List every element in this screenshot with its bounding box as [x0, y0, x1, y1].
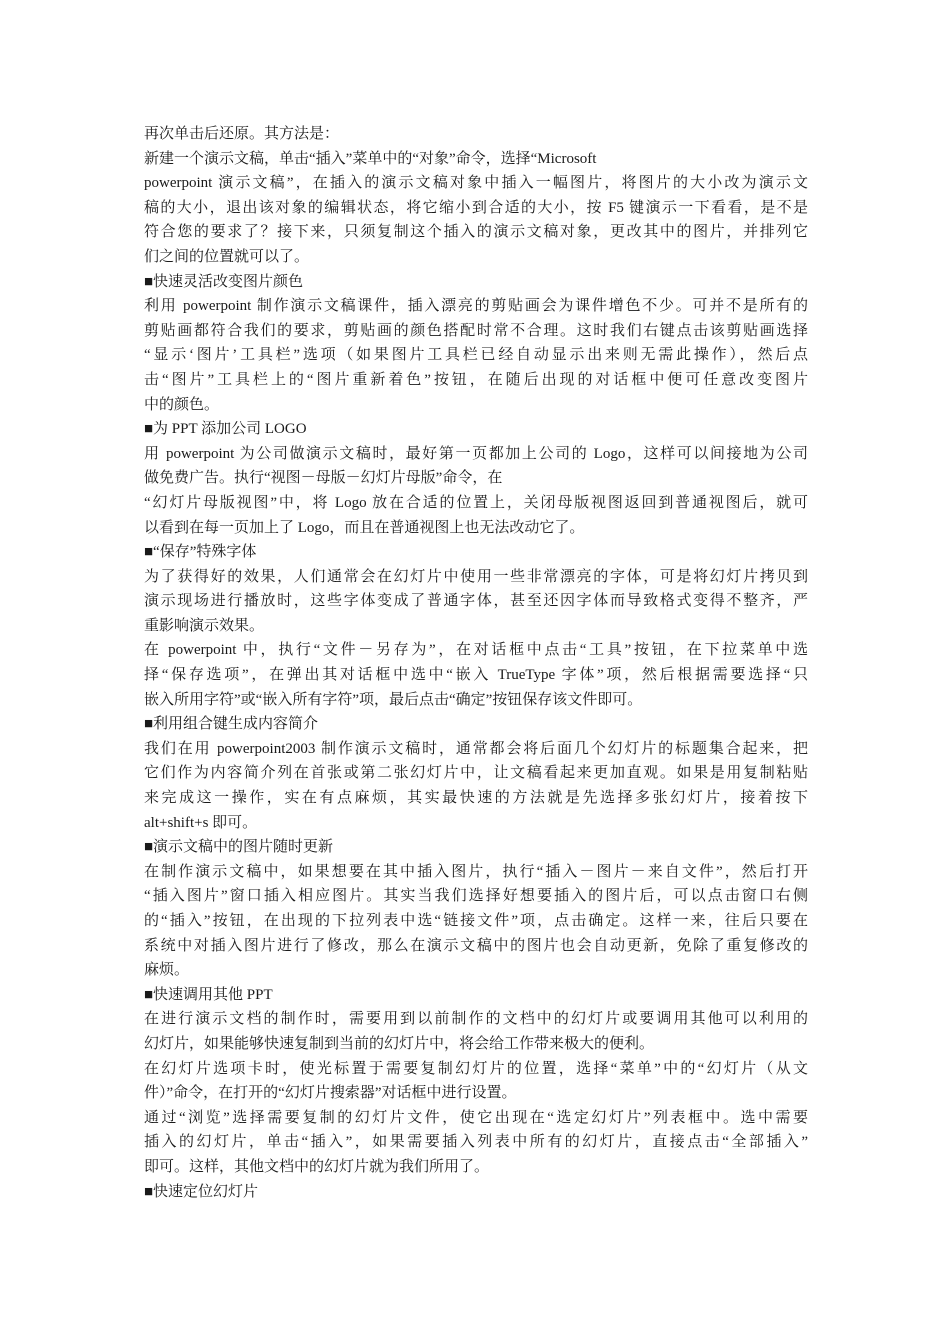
text-line: 插入的幻灯片，单击“插入”，如果需要插入列表中所有的幻灯片，直接点击“全部插入”: [144, 1134, 808, 1151]
text-line: 们之间的位置就可以了。: [144, 248, 310, 265]
text-line: powerpoint 演示文稿”，在插入的演示文稿对象中插入一幅图片，将图片的大小改为演示文: [144, 175, 808, 192]
text-line: 的“插入”按钮，在出现的下拉列表中选“链接文件”项，点击确定。这样一来，往后只要在: [144, 913, 808, 929]
text-line: 演示现场进行播放时，这些字体变成了普通字体，甚至还因字体而导致格式变得不整齐，严: [144, 593, 808, 610]
text-line: 新建一个演示文稿，单击“插入”菜单中的“对象”命令，选择“Microsoft: [144, 150, 597, 167]
section-heading: ■“保存”特殊字体: [144, 544, 257, 561]
text-line: 在进行演示文档的制作时，需要用到以前制作的文档中的幻灯片或要调用其他可以利用的: [144, 1011, 808, 1028]
text-line: 即可。这样，其他文档中的幻灯片就为我们所用了。: [144, 1158, 490, 1175]
text-line: 做免费广告。执行“视图－母版－幻灯片母版”命令，在: [144, 470, 503, 487]
section-heading: ■快速调用其他 PPT: [144, 986, 273, 1003]
text-line: 用 powerpoint 为公司做演示文稿时，最好第一页都加上公司的 Logo，这样可以间接地为公司: [144, 445, 808, 462]
section-heading: ■为 PPT 添加公司 LOGO: [144, 421, 307, 438]
section-heading: ■快速灵活改变图片颜色: [144, 273, 304, 290]
text-line: 件）”命令，在打开的“幻灯片搜索器”对话框中进行设置。: [144, 1085, 517, 1102]
section-heading: ■演示文稿中的图片随时更新: [144, 839, 334, 856]
text-line: “显示‘图片’工具栏”选项（如果图片工具栏已经自动显示出来则无需此操作），然后点: [144, 347, 808, 364]
text-line: 击“图片”工具栏上的“图片重新着色”按钮，在随后出现的对话框中便可任意改变图片: [144, 371, 808, 388]
text-line: 中的颜色。: [144, 396, 220, 413]
text-line: 在 powerpoint 中，执行“文件－另存为”，在对话框中点击“工具”按钮，在下拉菜单中选: [144, 642, 808, 659]
text-line: 重影响演示效果。: [144, 617, 265, 634]
text-line: 系统中对插入图片进行了修改，那么在演示文稿中的图片也会自动更新，免除了重复修改的: [144, 937, 808, 954]
text-line: 在制作演示文稿中，如果想要在其中插入图片，执行“插入－图片－来自文件”，然后打开: [144, 863, 808, 880]
text-line: 稿的大小，退出该对象的编辑状态，将它缩小到合适的大小，按 F5 键演示一下看看，是不是: [144, 199, 808, 216]
text-line: 通过“浏览”选择需要复制的幻灯片文件，使它出现在“选定幻灯片”列表框中。选中需要: [144, 1109, 808, 1126]
text-line: 以看到在每一页加上了 Logo，而且在普通视图上也无法改动它了。: [144, 519, 585, 536]
text-line: 嵌入所用字符”或“嵌入所有字符”项，最后点击“确定”按钮保存该文件即可。: [144, 691, 643, 708]
section-heading: ■快速定位幻灯片: [144, 1183, 259, 1200]
text-line: 它们作为内容简介列在首张或第二张幻灯片中，让文稿看起来更加直观。如果是用复制粘贴: [144, 765, 808, 782]
text-line: 剪贴画都符合我们的要求，剪贴画的颜色搭配时常不合理。这时我们右键点击该剪贴画选择: [144, 322, 808, 339]
text-line: 幻灯片，如果能够快速复制到当前的幻灯片中，将会给工作带来极大的便利。: [144, 1035, 655, 1052]
text-line: 在幻灯片选项卡时，使光标置于需要复制幻灯片的位置，选择“菜单”中的“幻灯片（从文: [144, 1060, 808, 1077]
text-line: 我们在用 powerpoint2003 制作演示文稿时，通常都会将后面几个幻灯片的标题集合起来，把: [144, 740, 808, 757]
text-line: 为了获得好的效果，人们通常会在幻灯片中使用一些非常漂亮的字体，可是将幻灯片拷贝到: [144, 568, 808, 585]
text-line: 来完成这一操作，实在有点麻烦，其实最快速的方法就是先选择多张幻灯片，接着按下: [144, 790, 808, 807]
text-line: 再次单击后还原。其方法是：: [144, 126, 340, 142]
text-line: 利用 powerpoint 制作演示文稿课件，插入漂亮的剪贴画会为课件增色不少。可并不是所有的: [144, 298, 808, 315]
text-line: 麻烦。: [144, 962, 190, 979]
text-line: “插入图片”窗口插入相应图片。其实当我们选择好想要插入的图片后，可以点击窗口右侧: [144, 888, 808, 905]
text-line: 符合您的要求了？接下来，只须复制这个插入的演示文稿对象，更改其中的图片，并排列它: [144, 224, 808, 241]
text-line: 择“保存选项”，在弹出其对话框中选中“嵌入 TrueType 字体”项，然后根据需要选择“只: [144, 667, 808, 684]
section-heading: ■利用组合键生成内容简介: [144, 716, 319, 733]
text-line: alt+shift+s 即可。: [144, 814, 258, 831]
document-body: [144, 122, 808, 1204]
text-line: “幻灯片母版视图”中，将 Logo 放在合适的位置上，关闭母版视图返回到普通视图后，就可: [144, 494, 808, 511]
